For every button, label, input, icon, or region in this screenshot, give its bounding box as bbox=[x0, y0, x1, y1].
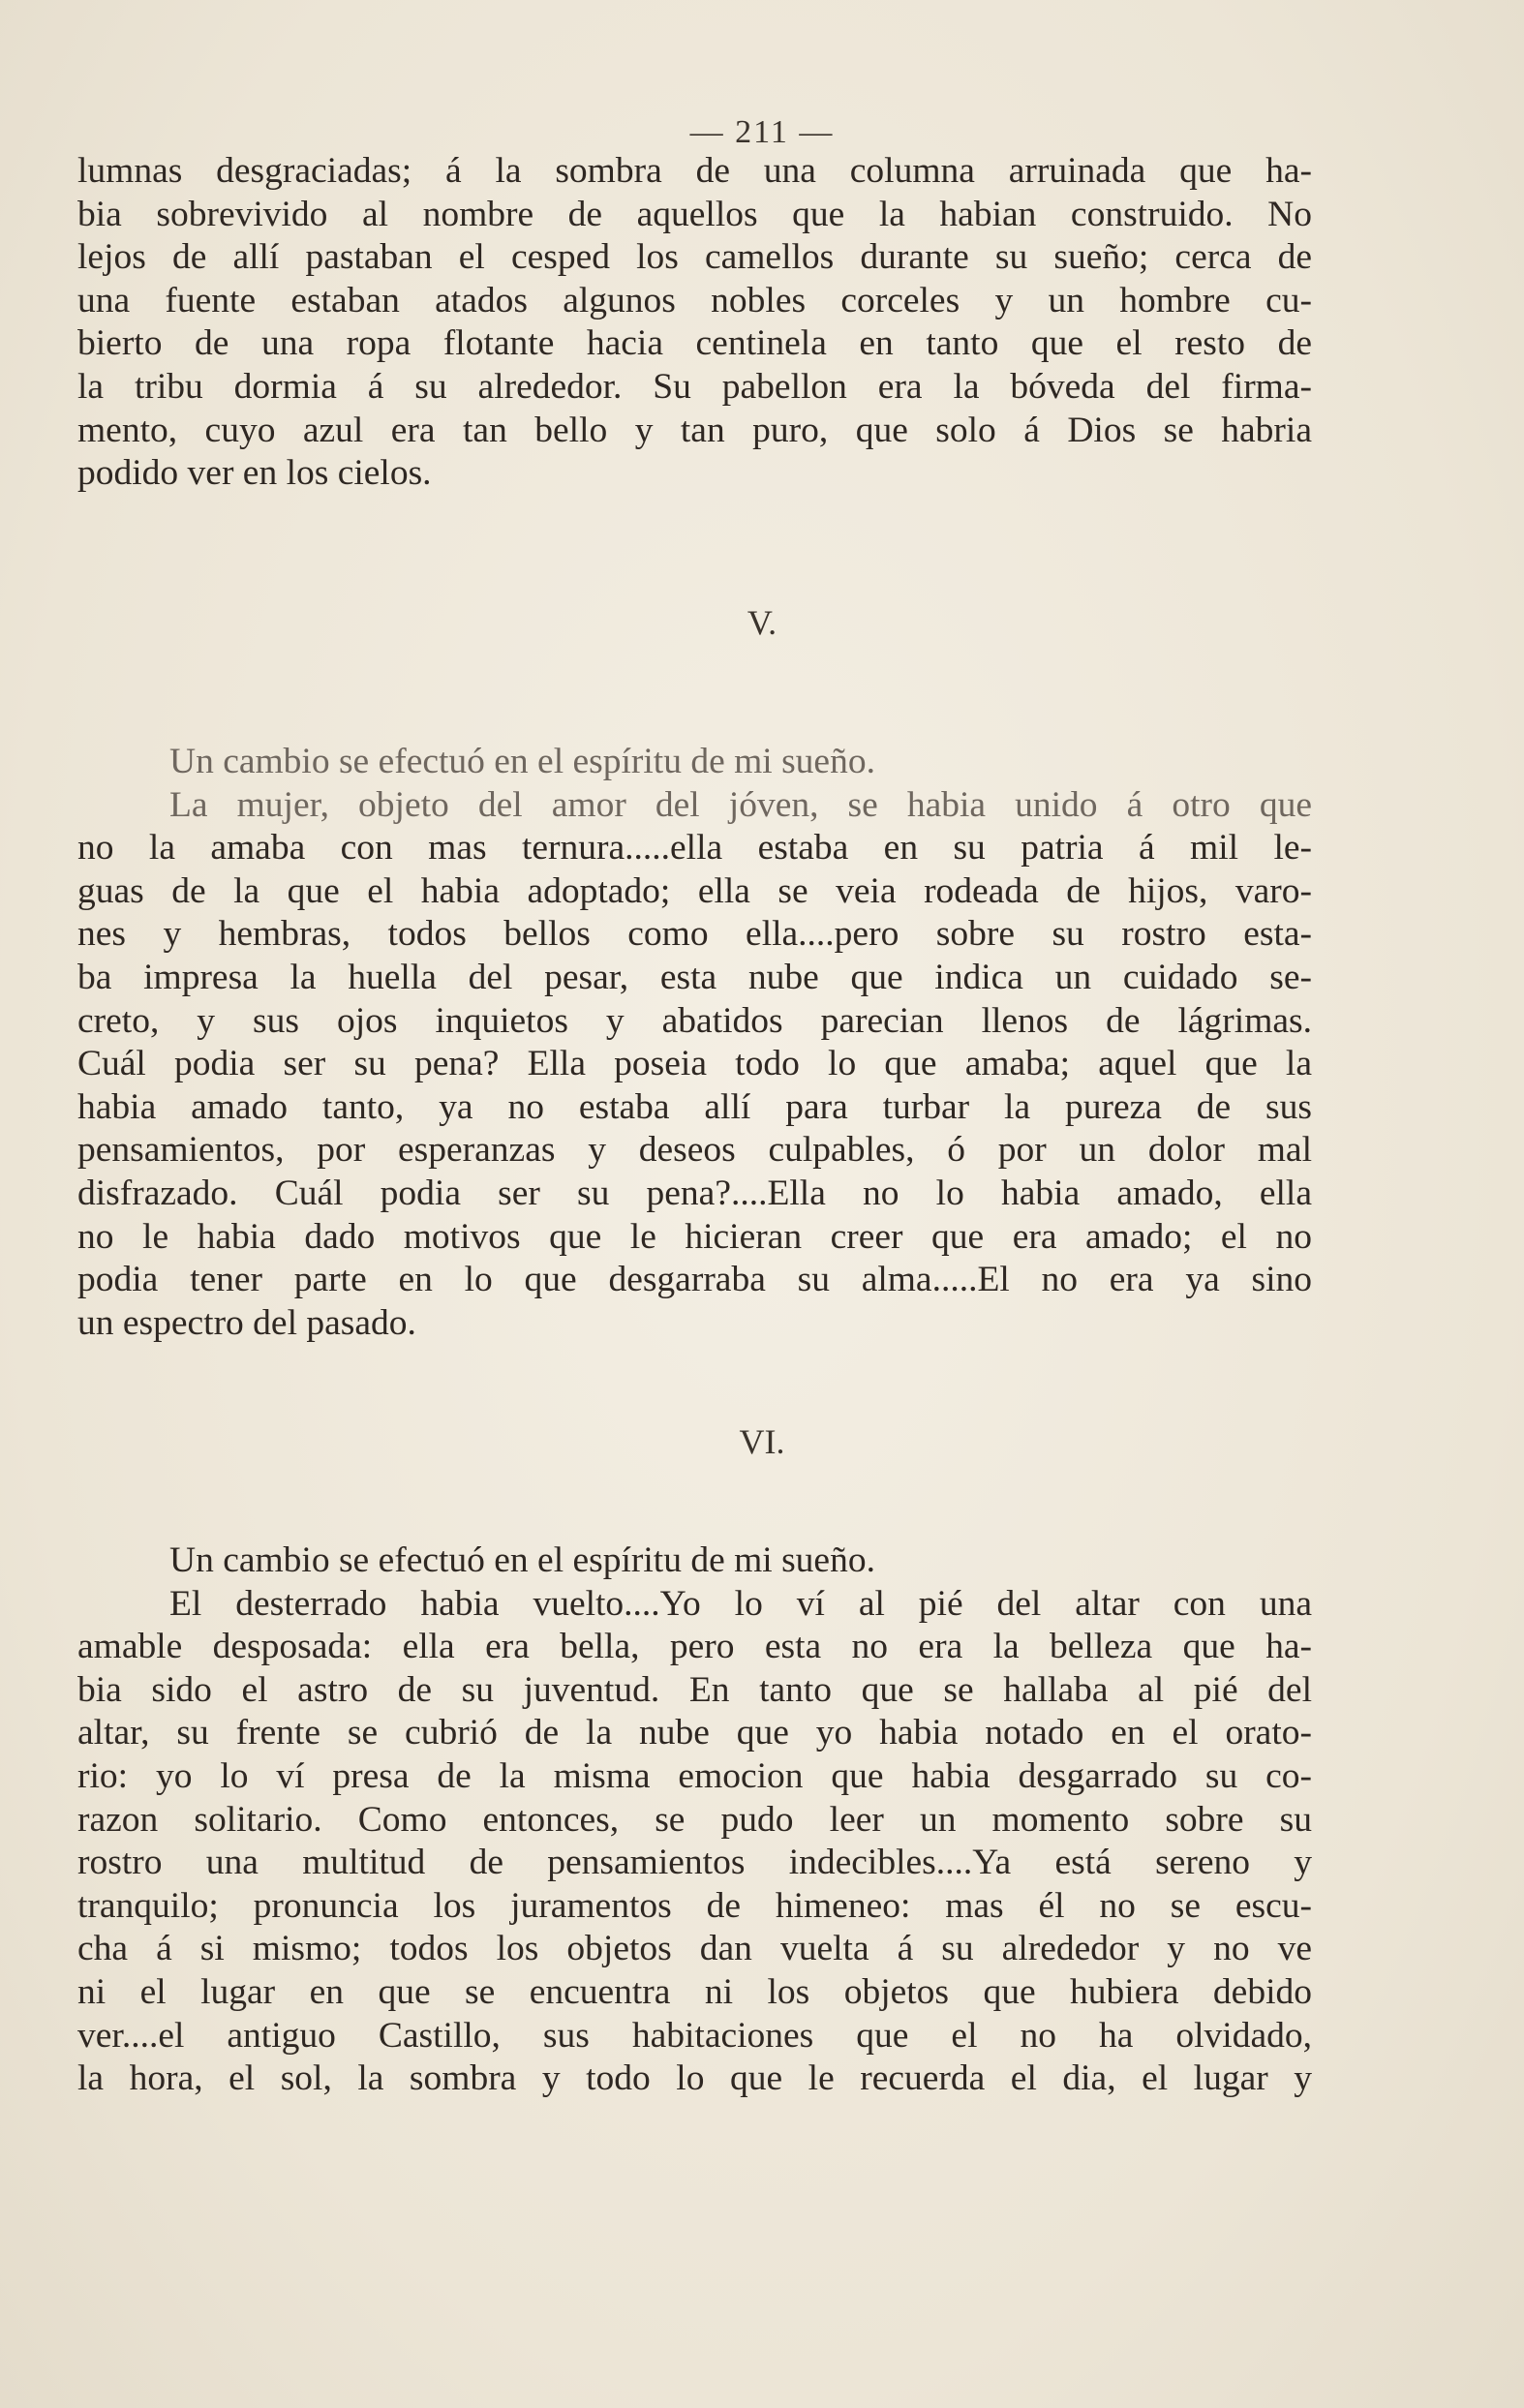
text-line: rio: yo lo ví presa de la misma emocion que habia desgarrado su co- bbox=[77, 1755, 1312, 1796]
section-v-text bbox=[77, 741, 1312, 1345]
page-number: — 211 — bbox=[689, 114, 835, 150]
text-line: una fuente estaban atados algunos nobles corceles y un hombre cu- bbox=[77, 280, 1312, 320]
text-line: la hora, el sol, la sombra y todo lo que le recuerda el dia, el lugar y bbox=[77, 2058, 1312, 2099]
text-line: Un cambio se efectuó en el espíritu de mi sueño. bbox=[169, 742, 875, 781]
text-line: lejos de allí pastaban el cesped los camellos durante su sueño; cerca de bbox=[77, 237, 1312, 278]
text-line: ver....el antiguo Castillo, sus habitaciones que el no ha olvidado, bbox=[77, 2015, 1312, 2056]
text-line: disfrazado. Cuál podia ser su pena?....Ella no lo habia amado, ella bbox=[77, 1173, 1312, 1213]
text-line: lumnas desgraciadas; á la sombra de una columna arruinada que ha- bbox=[77, 151, 1312, 191]
opening-paragraph bbox=[77, 150, 1312, 496]
text-line: La mujer, objeto del amor del jóven, se habia unido á otro que bbox=[169, 784, 1312, 825]
text-line: mento, cuyo azul era tan bello y tan puro, que solo á Dios se habria bbox=[77, 410, 1312, 450]
text-line: la tribu dormia á su alrededor. Su pabellon era la bóveda del firma- bbox=[77, 366, 1312, 407]
text-line: rostro una multitud de pensamientos indecibles....Ya está sereno y bbox=[77, 1843, 1312, 1883]
text-line: bia sobrevivido al nombre de aquellos que la habian construido. No bbox=[77, 194, 1312, 234]
text-line: nes y hembras, todos bellos como ella....pero sobre su rostro esta- bbox=[77, 914, 1312, 955]
text-line: bia sido el astro de su juventud. En tanto que se hallaba al pié del bbox=[77, 1669, 1312, 1710]
section-vi-text bbox=[77, 1539, 1312, 2101]
text-line: El desterrado habia vuelto....Yo lo ví al pié del altar con una bbox=[169, 1583, 1312, 1624]
text-line: creto, y sus ojos inquietos y abatidos parecian llenos de lágrimas. bbox=[77, 1000, 1312, 1041]
text-line: Un cambio se efectuó en el espíritu de mi sueño. bbox=[169, 1540, 875, 1580]
text-line: razon solitario. Como entonces, se pudo leer un momento sobre su bbox=[77, 1799, 1312, 1840]
text-line: amable desposada: ella era bella, pero esta no era la belleza que ha- bbox=[77, 1627, 1312, 1667]
text-line: cha á si mismo; todos los objetos dan vuelta á su alrededor y no ve bbox=[77, 1929, 1312, 1969]
text-line: podia tener parte en lo que desgarraba su alma.....El no era ya sino bbox=[77, 1260, 1312, 1300]
section-heading-v: V. bbox=[747, 603, 777, 642]
text-line: altar, su frente se cubrió de la nube que yo habia notado en el orato- bbox=[77, 1713, 1312, 1753]
text-line: ba impresa la huella del pesar, esta nube que indica un cuidado se- bbox=[77, 957, 1312, 997]
text-line: pensamientos, por esperanzas y deseos culpables, ó por un dolor mal bbox=[77, 1130, 1312, 1171]
text-line: un espectro del pasado. bbox=[77, 1302, 416, 1343]
section-heading-vi: VI. bbox=[739, 1422, 785, 1461]
text-line: habia amado tanto, ya no estaba allí para turbar la pureza de sus bbox=[77, 1086, 1312, 1127]
text-line: podido ver en los cielos. bbox=[77, 453, 432, 494]
text-line: ni el lugar en que se encuentra ni los objetos que hubiera debido bbox=[77, 1971, 1312, 2012]
text-line: bierto de una ropa flotante hacia centinela en tanto que el resto de bbox=[77, 323, 1312, 364]
text-line: no la amaba con mas ternura.....ella estaba en su patria á mil le- bbox=[77, 828, 1312, 869]
text-line: no le habia dado motivos que le hicieran creer que era amado; el no bbox=[77, 1216, 1312, 1257]
text-line: tranquilo; pronuncia los juramentos de himeneo: mas él no se escu- bbox=[77, 1885, 1312, 1926]
text-line: Cuál podia ser su pena? Ella poseia todo lo que amaba; aquel que la bbox=[77, 1044, 1312, 1084]
text-line: guas de la que el habia adoptado; ella se veia rodeada de hijos, varo- bbox=[77, 870, 1312, 911]
